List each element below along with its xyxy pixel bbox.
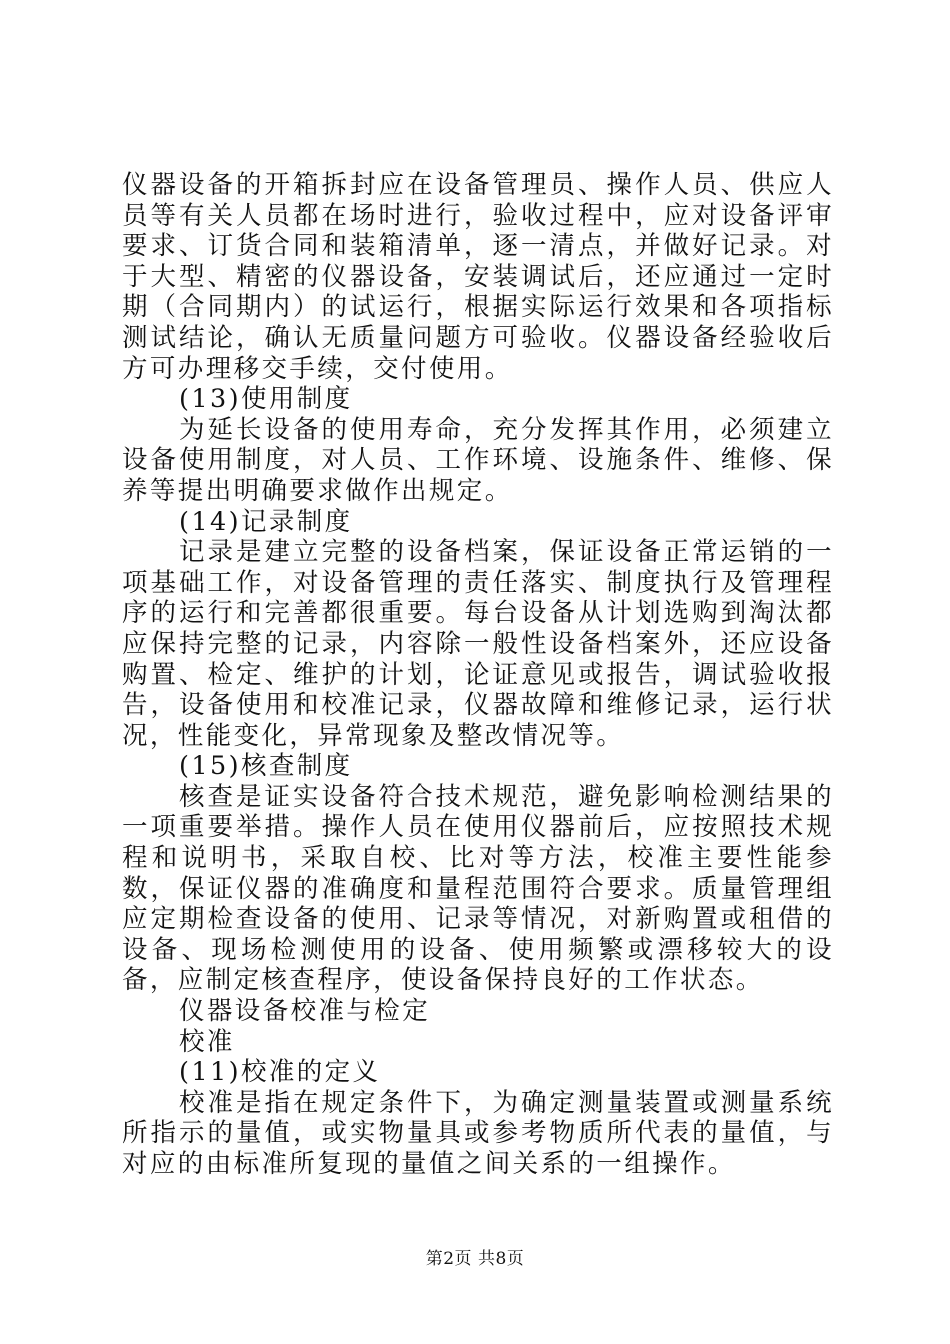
- heading-calibration-verification: 仪器设备校准与检定: [179, 996, 431, 1027]
- heading-usage-system: (13)使用制度: [179, 384, 353, 415]
- paragraph-record-system: 记录是建立完整的设备档案，保证设备正常运销的一项基础工作，对设备管理的责任落实、制度执行及管理程序的运行和完善都很重要。每台设备从计划选购到淘汰都应保持完整的记录，内容除一般性设备档案外，还应设备购置、检定、维护的计划，论证意见或报告，调试验收报告，设备使用和校准记录，仪器故障和维修记录，运行状况，性能变化，异常现象及整改情况等。: [122, 537, 834, 751]
- paragraph-calibration-definition: 校准是指在规定条件下，为确定测量装置或测量系统所指示的量值，或实物量具或参考物质所代表的量值，与对应的由标准所复现的量值之间关系的一组操作。: [122, 1087, 834, 1179]
- page-number-footer: 第2页 共8页: [425, 1249, 525, 1269]
- heading-calibration-definition: (11)校准的定义: [179, 1057, 381, 1088]
- paragraph-check-system: 核查是证实设备符合技术规范，避免影响检测结果的一项重要举措。操作人员在使用仪器前后，应按照技术规程和说明书，采取自校、比对等方法，校准主要性能参数，保证仪器的准确度和量程范围符合要求。质量管理组应定期检查设备的使用、记录等情况，对新购置或租借的设备、现场检测使用的设备、使用频繁或漂移较大的设备，应制定核查程序，使设备保持良好的工作状态。: [122, 781, 834, 996]
- heading-record-system: (14)记录制度: [179, 506, 353, 537]
- heading-calibration: 校准: [179, 1026, 235, 1057]
- heading-check-system: (15)核查制度: [179, 751, 353, 782]
- paragraph-usage-system: 为延长设备的使用寿命，充分发挥其作用，必须建立设备使用制度，对人员、工作环境、设施条件、维修、保养等提出明确要求做作出规定。: [122, 414, 834, 506]
- document-body: [122, 170, 834, 1180]
- paragraph-acceptance: 仪器设备的开箱拆封应在设备管理员、操作人员、供应人员等有关人员都在场时进行，验收过程中，应对设备评审要求、订货合同和装箱清单，逐一清点，并做好记录。对于大型、精密的仪器设备，安装调试后，还应通过一定时期（合同期内）的试运行，根据实际运行效果和各项指标测试结论，确认无质量问题方可验收。仪器设备经验收后方可办理移交手续，交付使用。: [122, 170, 834, 384]
